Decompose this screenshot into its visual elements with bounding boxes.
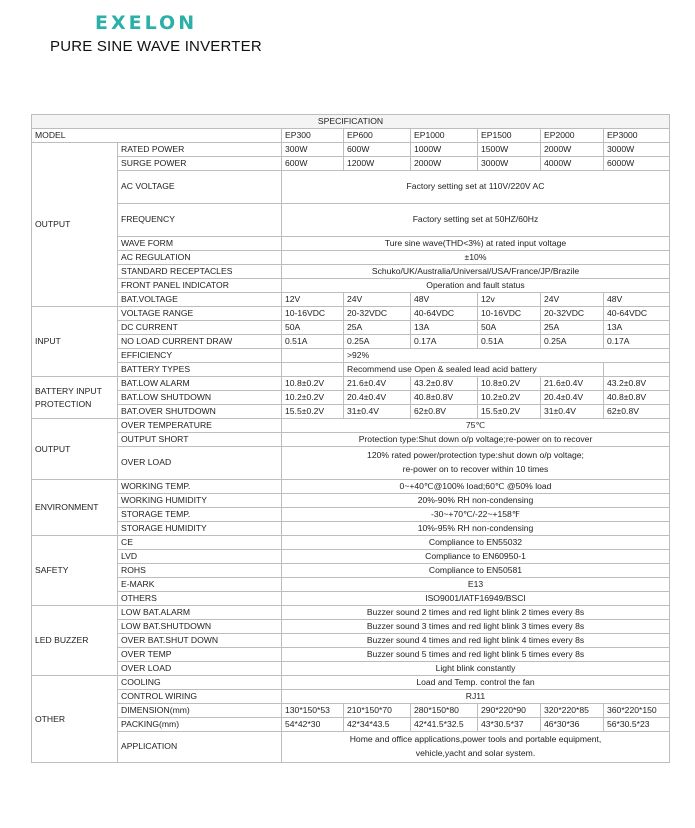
value-cell: Recommend use Open & sealed lead acid battery — [344, 363, 604, 377]
value-cell: Buzzer sound 4 times and red light blink 4 times every 8s — [282, 634, 670, 648]
value-cell — [604, 363, 670, 377]
table-row — [32, 204, 670, 237]
table-row — [32, 237, 670, 251]
value-cell: 42*34*43.5 — [344, 718, 411, 732]
value-cell: 21.6±0.4V — [541, 377, 604, 391]
table-row — [32, 307, 670, 321]
row-label: STORAGE HUMIDITY — [118, 522, 282, 536]
value-cell: Load and Temp. control the fan — [282, 676, 670, 690]
spec-title: SPECIFICATION — [32, 115, 670, 129]
row-label: OVER LOAD — [118, 662, 282, 676]
table-row — [32, 157, 670, 171]
value-cell: 10.2±0.2V — [282, 391, 344, 405]
value-cell: 1200W — [344, 157, 411, 171]
value-cell: Buzzer sound 3 times and red light blink 3 times every 8s — [282, 620, 670, 634]
value-cell: ±10% — [282, 251, 670, 265]
table-row — [32, 293, 670, 307]
row-label: NO LOAD CURRENT DRAW — [118, 335, 282, 349]
value-cell: 43.2±0.8V — [604, 377, 670, 391]
value-cell: Compliance to EN60950-1 — [282, 550, 670, 564]
table-row — [32, 480, 670, 494]
model-cell: EP1000 — [411, 129, 478, 143]
row-label: BAT.LOW SHUTDOWN — [118, 391, 282, 405]
value-cell: 600W — [344, 143, 411, 157]
table-row — [32, 536, 670, 550]
table-row — [32, 662, 670, 676]
row-label: APPLICATION — [118, 732, 282, 763]
value-cell: 210*150*70 — [344, 704, 411, 718]
value-cell: Compliance to EN50581 — [282, 564, 670, 578]
value-cell: 2000W — [411, 157, 478, 171]
table-row — [32, 704, 670, 718]
value-cell: 1500W — [478, 143, 541, 157]
value-cell: Light blink constantly — [282, 662, 670, 676]
value-line: vehicle,yacht and solar system. — [415, 747, 536, 758]
value-cell: 0.25A — [541, 335, 604, 349]
row-label: EFFICIENCY — [118, 349, 282, 363]
value-cell: 20%-90% RH non-condensing — [282, 494, 670, 508]
value-cell: 280*150*80 — [411, 704, 478, 718]
value-cell: 40.8±0.8V — [604, 391, 670, 405]
value-cell: 20-32VDC — [541, 307, 604, 321]
value-cell: 54*42*30 — [282, 718, 344, 732]
row-label: WAVE FORM — [118, 237, 282, 251]
value-cell: 31±0.4V — [344, 405, 411, 419]
table-row — [32, 592, 670, 606]
group-label-line: BATTERY INPUT — [35, 386, 102, 397]
row-label: WORKING TEMP. — [118, 480, 282, 494]
model-cell: EP600 — [344, 129, 411, 143]
row-label: CE — [118, 536, 282, 550]
value-cell: 15.5±0.2V — [282, 405, 344, 419]
value-cell: 10%-95% RH non-condensing — [282, 522, 670, 536]
group-label-input: INPUT — [32, 307, 118, 377]
value-cell — [282, 447, 670, 480]
model-row — [32, 129, 670, 143]
table-row — [32, 578, 670, 592]
row-label: ROHS — [118, 564, 282, 578]
row-label: LOW BAT.SHUTDOWN — [118, 620, 282, 634]
value-cell: 62±0.8V — [604, 405, 670, 419]
value-cell: 50A — [282, 321, 344, 335]
value-cell: 300W — [282, 143, 344, 157]
value-cell: Factory setting set at 110V/220V AC — [282, 171, 670, 204]
value-cell: Compliance to EN55032 — [282, 536, 670, 550]
model-cell: EP3000 — [604, 129, 670, 143]
value-cell: 25A — [541, 321, 604, 335]
value-cell: 24V — [344, 293, 411, 307]
group-label-line: PROTECTION — [35, 398, 92, 409]
table-row — [32, 335, 670, 349]
group-label-safety: SAFETY — [32, 536, 118, 606]
model-cell: EP2000 — [541, 129, 604, 143]
group-label-battery-protection — [32, 377, 118, 419]
value-cell: 20.4±0.4V — [541, 391, 604, 405]
value-cell: >92% — [344, 349, 670, 363]
row-label: CONTROL WIRING — [118, 690, 282, 704]
table-row — [32, 676, 670, 690]
table-row — [32, 251, 670, 265]
table-row — [32, 279, 670, 293]
value-cell: 290*220*90 — [478, 704, 541, 718]
table-row — [32, 447, 670, 480]
value-cell: Factory setting set at 50HZ/60Hz — [282, 204, 670, 237]
value-cell: Protection type:Shut down o/p voltage;re-power on to recover — [282, 433, 670, 447]
group-label-led-buzzer: LED BUZZER — [32, 606, 118, 676]
value-line: Home and office applications,power tools and portable equipment, — [349, 734, 602, 744]
value-cell: 12V — [282, 293, 344, 307]
row-label: COOLING — [118, 676, 282, 690]
value-cell: 0.25A — [344, 335, 411, 349]
table-row — [32, 606, 670, 620]
value-cell: 42*41.5*32.5 — [411, 718, 478, 732]
value-cell: Ture sine wave(THD<3%) at rated input voltage — [282, 237, 670, 251]
row-label: OVER TEMPERATURE — [118, 419, 282, 433]
row-label: E-MARK — [118, 578, 282, 592]
value-cell: 13A — [604, 321, 670, 335]
value-cell: ISO9001/IATF16949/BSCI — [282, 592, 670, 606]
row-label: STORAGE TEMP. — [118, 508, 282, 522]
row-label: DIMENSION(mm) — [118, 704, 282, 718]
table-row — [32, 363, 670, 377]
value-cell: 10.8±0.2V — [282, 377, 344, 391]
value-cell: 3000W — [604, 143, 670, 157]
value-cell: 10.8±0.2V — [478, 377, 541, 391]
row-label: OVER BAT.SHUT DOWN — [118, 634, 282, 648]
value-cell: Operation and fault status — [282, 279, 670, 293]
value-cell: 15.5±0.2V — [478, 405, 541, 419]
value-cell: 0~+40℃@100% load;60℃ @50% load — [282, 480, 670, 494]
value-cell: Buzzer sound 2 times and red light blink 2 times every 8s — [282, 606, 670, 620]
value-cell: 12v — [478, 293, 541, 307]
row-label: OVER LOAD — [118, 447, 282, 480]
value-cell: 2000W — [541, 143, 604, 157]
row-label: BAT.LOW ALARM — [118, 377, 282, 391]
value-cell: 46*30*36 — [541, 718, 604, 732]
value-cell: 1000W — [411, 143, 478, 157]
value-cell — [282, 363, 344, 377]
value-cell: 4000W — [541, 157, 604, 171]
table-row — [32, 377, 670, 391]
row-label: AC VOLTAGE — [118, 171, 282, 204]
value-cell: 600W — [282, 157, 344, 171]
value-cell: 320*220*85 — [541, 704, 604, 718]
value-cell: 40-64VDC — [411, 307, 478, 321]
value-cell: 21.6±0.4V — [344, 377, 411, 391]
table-row — [32, 265, 670, 279]
row-label: PACKING(mm) — [118, 718, 282, 732]
value-cell: 130*150*53 — [282, 704, 344, 718]
value-cell: 43.2±0.8V — [411, 377, 478, 391]
row-label: STANDARD RECEPTACLES — [118, 265, 282, 279]
row-label: OVER TEMP — [118, 648, 282, 662]
value-cell: 10.2±0.2V — [478, 391, 541, 405]
value-line: 120% rated power/protection type:shut down o/p voltage; — [367, 450, 584, 461]
table-row — [32, 143, 670, 157]
table-row — [32, 171, 670, 204]
group-label-other: OTHER — [32, 676, 118, 763]
table-row — [32, 564, 670, 578]
table-row — [32, 391, 670, 405]
value-cell: 48V — [604, 293, 670, 307]
value-cell: 3000W — [478, 157, 541, 171]
row-label: FRONT PANEL INDICATOR — [118, 279, 282, 293]
row-label: LVD — [118, 550, 282, 564]
value-cell: RJ11 — [282, 690, 670, 704]
specification-table — [31, 114, 670, 763]
value-cell: 50A — [478, 321, 541, 335]
value-cell: 10-16VDC — [282, 307, 344, 321]
row-label: OUTPUT SHORT — [118, 433, 282, 447]
product-subtitle: PURE SINE WAVE INVERTER — [50, 38, 262, 55]
value-cell: 62±0.8V — [411, 405, 478, 419]
table-row — [32, 494, 670, 508]
table-row — [32, 732, 670, 763]
table-row — [32, 405, 670, 419]
value-cell: 10-16VDC — [478, 307, 541, 321]
table-row — [32, 433, 670, 447]
value-cell: 6000W — [604, 157, 670, 171]
value-cell: 360*220*150 — [604, 704, 670, 718]
model-cell: EP1500 — [478, 129, 541, 143]
value-cell: 25A — [344, 321, 411, 335]
value-cell: 24V — [541, 293, 604, 307]
row-label: FREQUENCY — [118, 204, 282, 237]
value-cell: 75℃ — [282, 419, 670, 433]
value-cell — [282, 349, 344, 363]
value-cell: 40-64VDC — [604, 307, 670, 321]
row-label: BAT.OVER SHUTDOWN — [118, 405, 282, 419]
value-cell: E13 — [282, 578, 670, 592]
value-cell: 0.51A — [478, 335, 541, 349]
row-label: AC REGULATION — [118, 251, 282, 265]
spec-title-row — [32, 115, 670, 129]
value-cell: 43*30.5*37 — [478, 718, 541, 732]
value-cell: 31±0.4V — [541, 405, 604, 419]
model-cell: EP300 — [282, 129, 344, 143]
table-row — [32, 550, 670, 564]
value-cell: 0.17A — [411, 335, 478, 349]
group-label-output-protection: OUTPUT — [32, 419, 118, 480]
table-row — [32, 634, 670, 648]
row-label: WORKING HUMIDITY — [118, 494, 282, 508]
value-cell: 13A — [411, 321, 478, 335]
value-cell: 20.4±0.4V — [344, 391, 411, 405]
table-row — [32, 648, 670, 662]
table-row — [32, 419, 670, 433]
row-label: LOW BAT.ALARM — [118, 606, 282, 620]
group-label-output: OUTPUT — [32, 143, 118, 307]
brand-logo: EXELON — [95, 12, 198, 34]
value-line: re-power on to recover within 10 times — [402, 464, 549, 474]
row-label: VOLTAGE RANGE — [118, 307, 282, 321]
table-row — [32, 508, 670, 522]
table-row — [32, 620, 670, 634]
value-cell: Buzzer sound 5 times and red light blink 5 times every 8s — [282, 648, 670, 662]
value-cell: -30~+70℃/-22~+158℉ — [282, 508, 670, 522]
row-label: BAT.VOLTAGE — [118, 293, 282, 307]
value-cell: 20-32VDC — [344, 307, 411, 321]
value-cell — [282, 732, 670, 763]
table-row — [32, 522, 670, 536]
table-row — [32, 321, 670, 335]
row-label: SURGE POWER — [118, 157, 282, 171]
table-row — [32, 349, 670, 363]
value-cell: 0.51A — [282, 335, 344, 349]
model-label: MODEL — [32, 129, 282, 143]
value-cell: Schuko/UK/Australia/Universal/USA/France/JP/Brazile — [282, 265, 670, 279]
row-label: DC CURRENT — [118, 321, 282, 335]
table-row — [32, 718, 670, 732]
group-label-environment: ENVIRONMENT — [32, 480, 118, 536]
value-cell: 0.17A — [604, 335, 670, 349]
value-cell: 40.8±0.8V — [411, 391, 478, 405]
row-label: BATTERY TYPES — [118, 363, 282, 377]
value-cell: 56*30.5*23 — [604, 718, 670, 732]
value-cell: 48V — [411, 293, 478, 307]
row-label: OTHERS — [118, 592, 282, 606]
row-label: RATED POWER — [118, 143, 282, 157]
table-row — [32, 690, 670, 704]
